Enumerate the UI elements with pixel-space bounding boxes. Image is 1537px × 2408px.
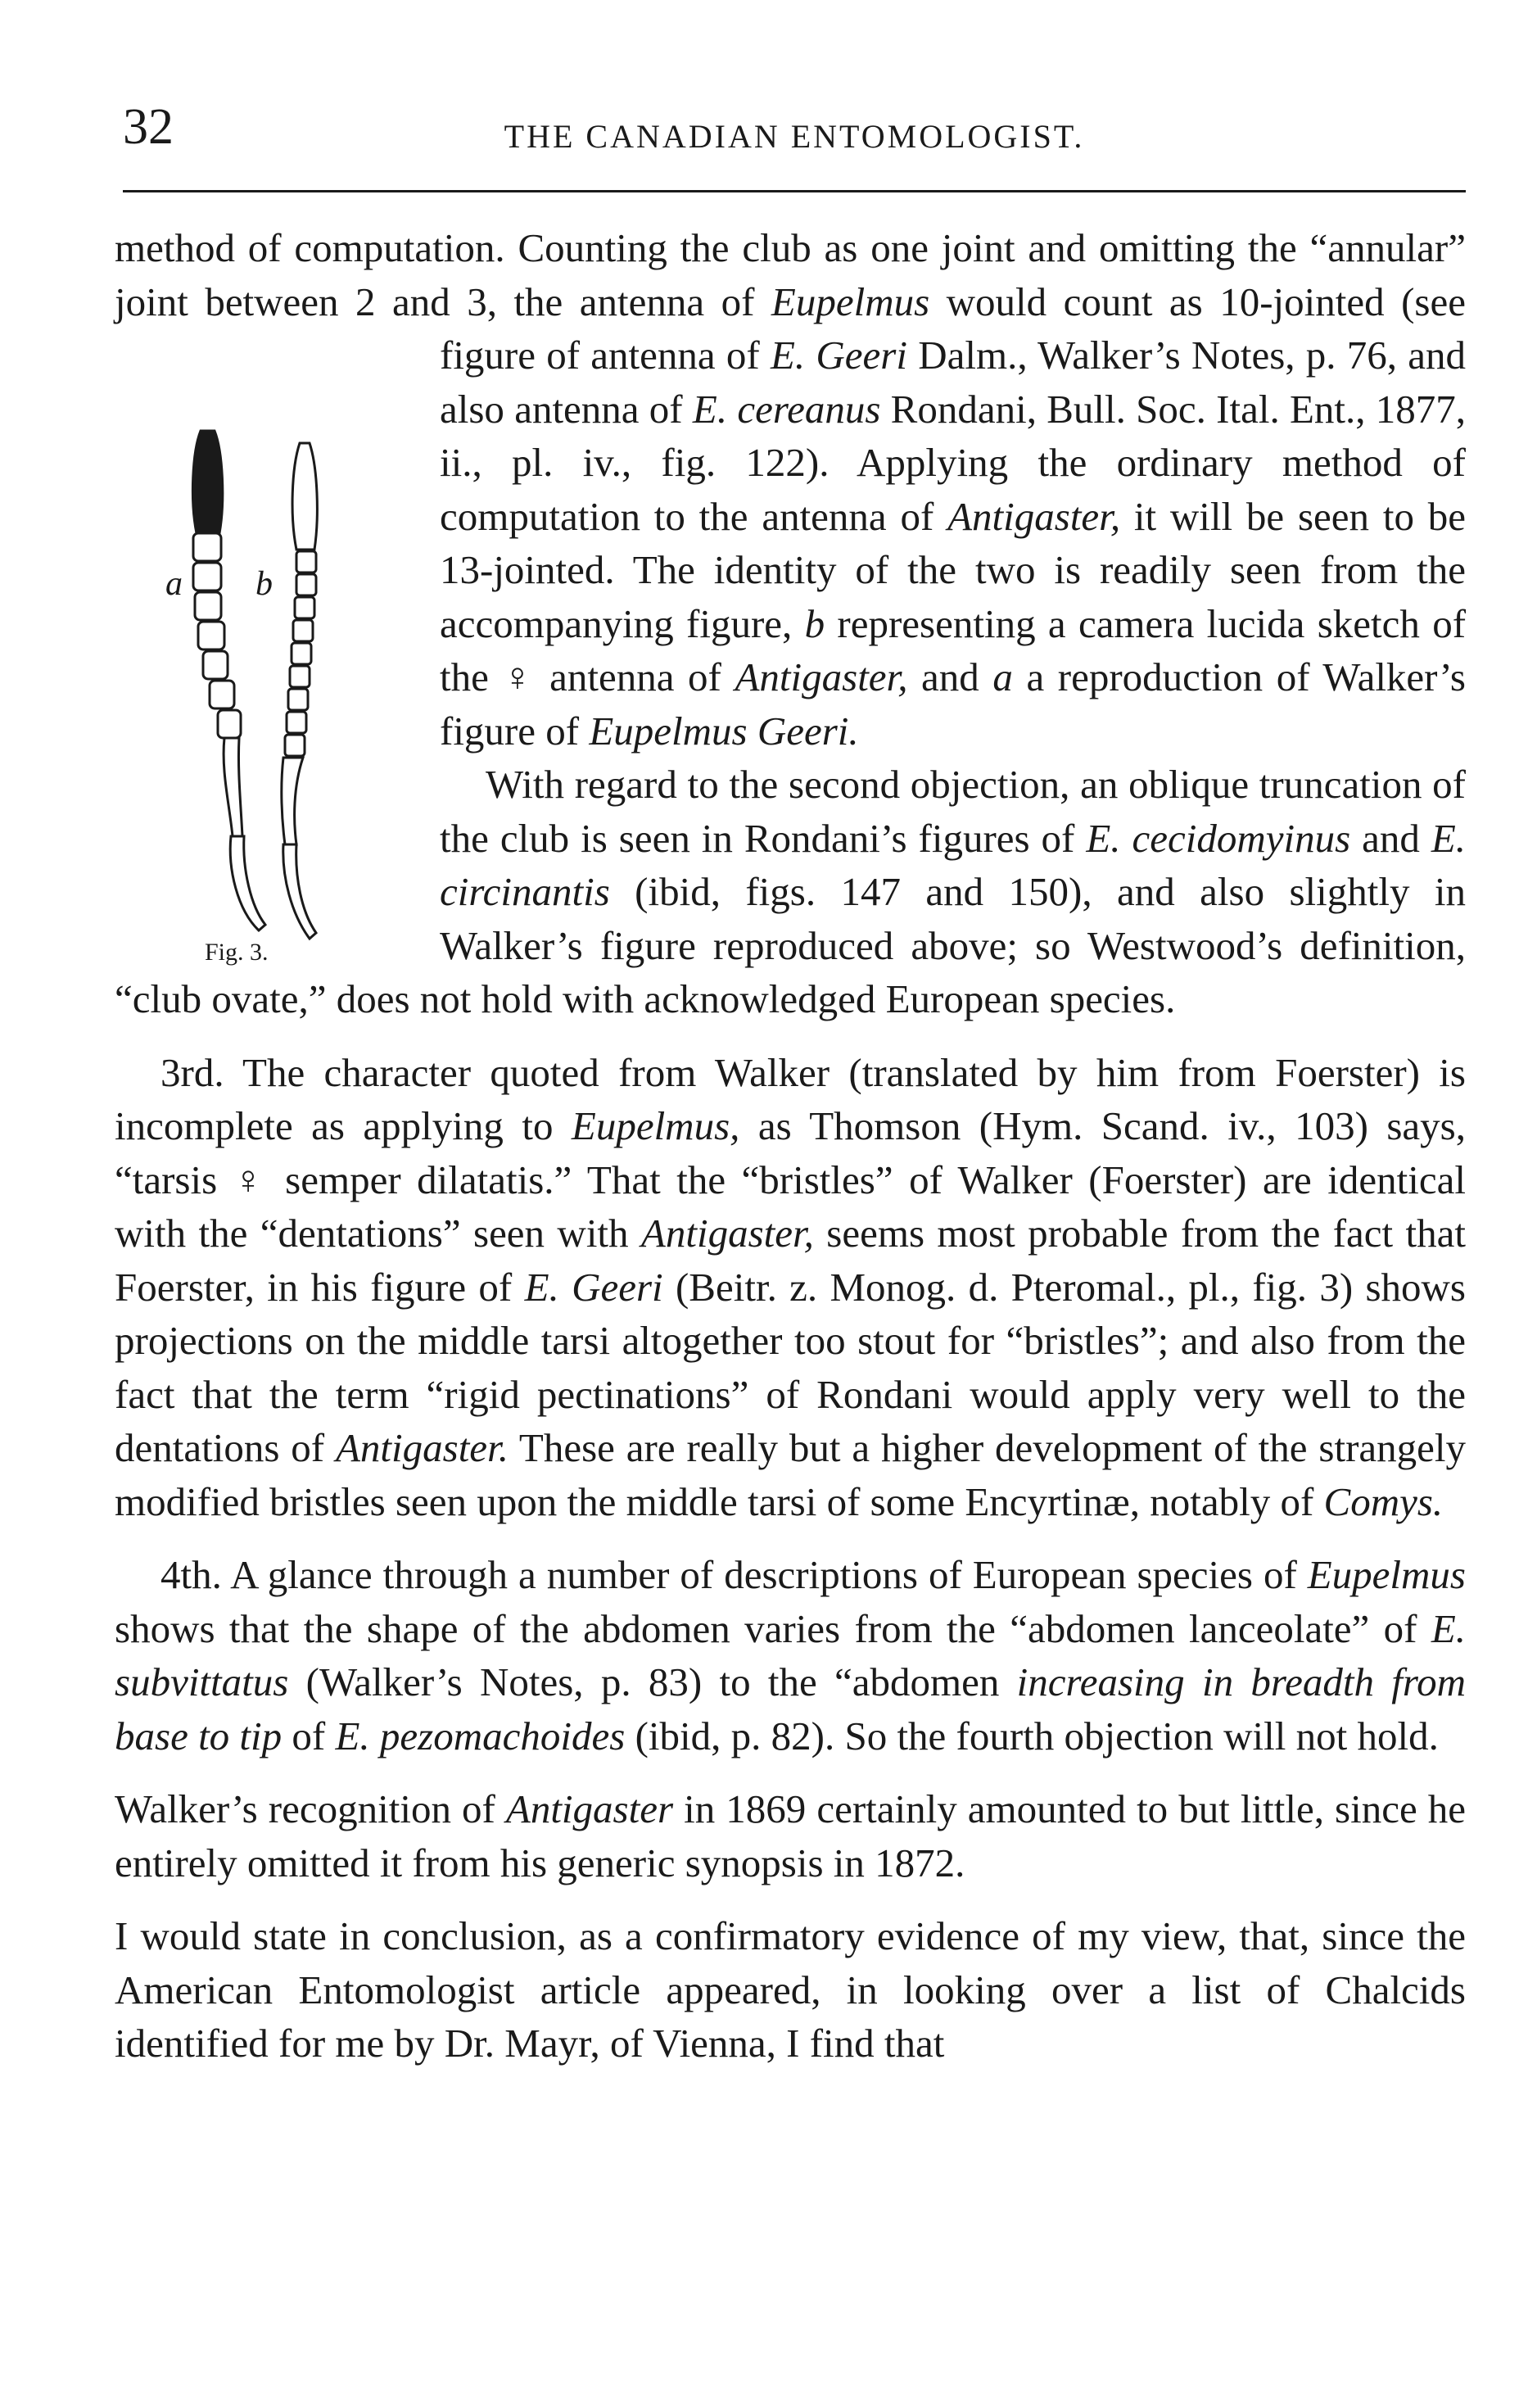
antenna-a-scape	[230, 836, 265, 930]
text-run: (ibid, figs. 147 and 150), and also slightly in Walker’s figure reproduced above; so Westwood’s definition, “club ovate,” does not hold with acknowledged European species.	[115, 869, 1466, 1021]
species-name: E. cecidomyinus	[1086, 815, 1351, 861]
figure-ref: a	[992, 654, 1013, 699]
figure-ref: b	[804, 600, 825, 646]
figure-label-a: a	[165, 565, 183, 603]
text-run: 4th. A glance through a number of descriptions of European species of	[160, 1552, 1308, 1597]
figure-3	[115, 328, 422, 966]
text-run: With regard to the second objection, an oblique truncation of the club is seen in Rondani’s figures of	[440, 762, 1466, 861]
species-name: E. cereanus	[692, 386, 881, 432]
antenna-b-pedicel	[282, 758, 303, 844]
species-name: Antigaster,	[640, 1211, 814, 1256]
antenna-a-club	[192, 431, 222, 533]
antenna-b-segment	[295, 597, 314, 618]
antenna-a-segment	[193, 563, 221, 591]
antenna-a-pedicel	[224, 738, 242, 836]
species-name: Eupelmus	[771, 278, 930, 324]
text-run: shows that the shape of the abdomen varies from the “abdomen lanceolate” of	[115, 1605, 1431, 1651]
text-run: Dalm., Walker’s Notes, p. 76, and also antenna of	[440, 333, 1467, 432]
body-text	[115, 221, 1466, 2071]
text-run: and	[907, 654, 993, 699]
species-name: Eupelmus	[1307, 1552, 1466, 1597]
text-run: of	[282, 1713, 336, 1758]
figure-label-b: b	[255, 565, 273, 603]
species-name: Antigaster,	[735, 654, 908, 699]
species-name: E. subvittatus	[115, 1605, 1466, 1704]
antenna-a-segment	[193, 533, 221, 561]
text-run: I would state in conclusion, as a confirmatory evidence of my view, that, since the American Entomologist article appeared, in looking over a list of Chalcids identified for me by Dr. Mayr, of Vienna, I find that	[115, 1913, 1466, 2066]
antenna-b-segment	[285, 735, 305, 756]
paragraph-4	[115, 1548, 1466, 1763]
text-run: (Walker’s Notes, p. 83) to the “abdomen	[288, 1659, 1017, 1704]
species-name: E. pezomachoides	[335, 1713, 626, 1758]
text-run: would count as 10-jointed (see figure of antenna of	[440, 278, 1466, 378]
paragraph-5	[115, 1782, 1466, 1890]
antenna-b-segment	[293, 620, 313, 641]
text-run: as Thomson (Hym. Scand. iv., 103) says, “tarsis ♀ semper dilatatis.” That the “bristles” of Walker (Foerster) are identical with the “dentations” seen with	[115, 1103, 1466, 1256]
species-name: Eupelmus Geeri.	[589, 708, 859, 754]
text-run: 3rd. The character quoted from Walker (translated by him from Foerster) is incomplete as applying to	[115, 1049, 1466, 1148]
header-rule	[123, 190, 1466, 192]
page-number: 32	[123, 99, 174, 155]
text-run: Walker’s recognition of	[115, 1786, 506, 1831]
text-run: in 1869 certainly amounted to but little, since he entirely omitted it from his generic synopsis in 1872.	[115, 1786, 1466, 1885]
text-run: representing a camera lucida sketch of the ♀ antenna of	[440, 600, 1467, 699]
text-run: These are really but a higher development of the strangely modified bristles seen upon the middle tarsi of some Encyrtinæ, notably of	[115, 1425, 1466, 1524]
species-name: Antigaster,	[947, 493, 1121, 539]
text-run: it will be seen to be 13-jointed. The identity of the two is readily seen from the accompanying figure,	[440, 493, 1466, 646]
antenna-b-club	[292, 443, 317, 550]
antenna-a-segment	[218, 710, 241, 738]
antenna-b-segment	[287, 712, 306, 733]
species-name: Antigaster.	[335, 1425, 509, 1470]
antenna-b-scape	[283, 844, 316, 939]
text-run: a reproduction of Walker’s figure of	[440, 654, 1467, 754]
page-header	[123, 98, 1466, 164]
species-name: E. circinantis	[440, 815, 1467, 914]
antenna-a-segment	[210, 681, 234, 708]
paragraph-3	[115, 1046, 1466, 1529]
antenna-a-segment	[198, 622, 224, 650]
quoted-phrase: increasing in breadth from base to tip	[115, 1659, 1466, 1758]
species-name: E. Geeri	[524, 1264, 663, 1310]
antenna-figure	[115, 328, 422, 951]
text-run: method of computation. Counting the club as one joint and omitting the “annular” joint between 2 and 3, the antenna of	[115, 225, 1466, 324]
species-name: Eupelmus,	[571, 1103, 740, 1148]
species-name: Antigaster	[505, 1786, 674, 1831]
text-run: Rondani, Bull. Soc. Ital. Ent., 1877, ii., pl. iv., fig. 122). Applying the ordinary method of computation to the antenna of	[440, 386, 1467, 539]
antenna-b-segment	[292, 643, 311, 664]
running-title: THE CANADIAN ENTOMOLOGIST.	[504, 118, 1085, 155]
text-run: (Beitr. z. Monog. d. Pteromal., pl., fig. 3) shows projections on the middle tarsi altogether too stout for “bristles”; and also from the fact that the term “rigid pectinations” of Rondani would apply very well to the dentations of	[115, 1264, 1467, 1470]
antenna-a-segment	[203, 651, 228, 679]
antenna-b-segment	[296, 574, 316, 595]
species-name: Comys.	[1323, 1478, 1444, 1524]
antenna-b-segment	[296, 551, 316, 573]
paragraph-6	[115, 1909, 1466, 2071]
figure-caption: Fig. 3.	[205, 939, 269, 966]
text-run: seems most probable from the fact that Foerster, in his figure of	[115, 1211, 1466, 1310]
text-run: and	[1350, 815, 1431, 861]
antenna-a-segment	[195, 592, 221, 620]
text-run: (ibid, p. 82). So the fourth objection will not hold.	[625, 1713, 1439, 1758]
antenna-b-segment	[290, 666, 310, 687]
antenna-b-segment	[288, 689, 308, 710]
species-name: E. Geeri	[770, 333, 907, 378]
